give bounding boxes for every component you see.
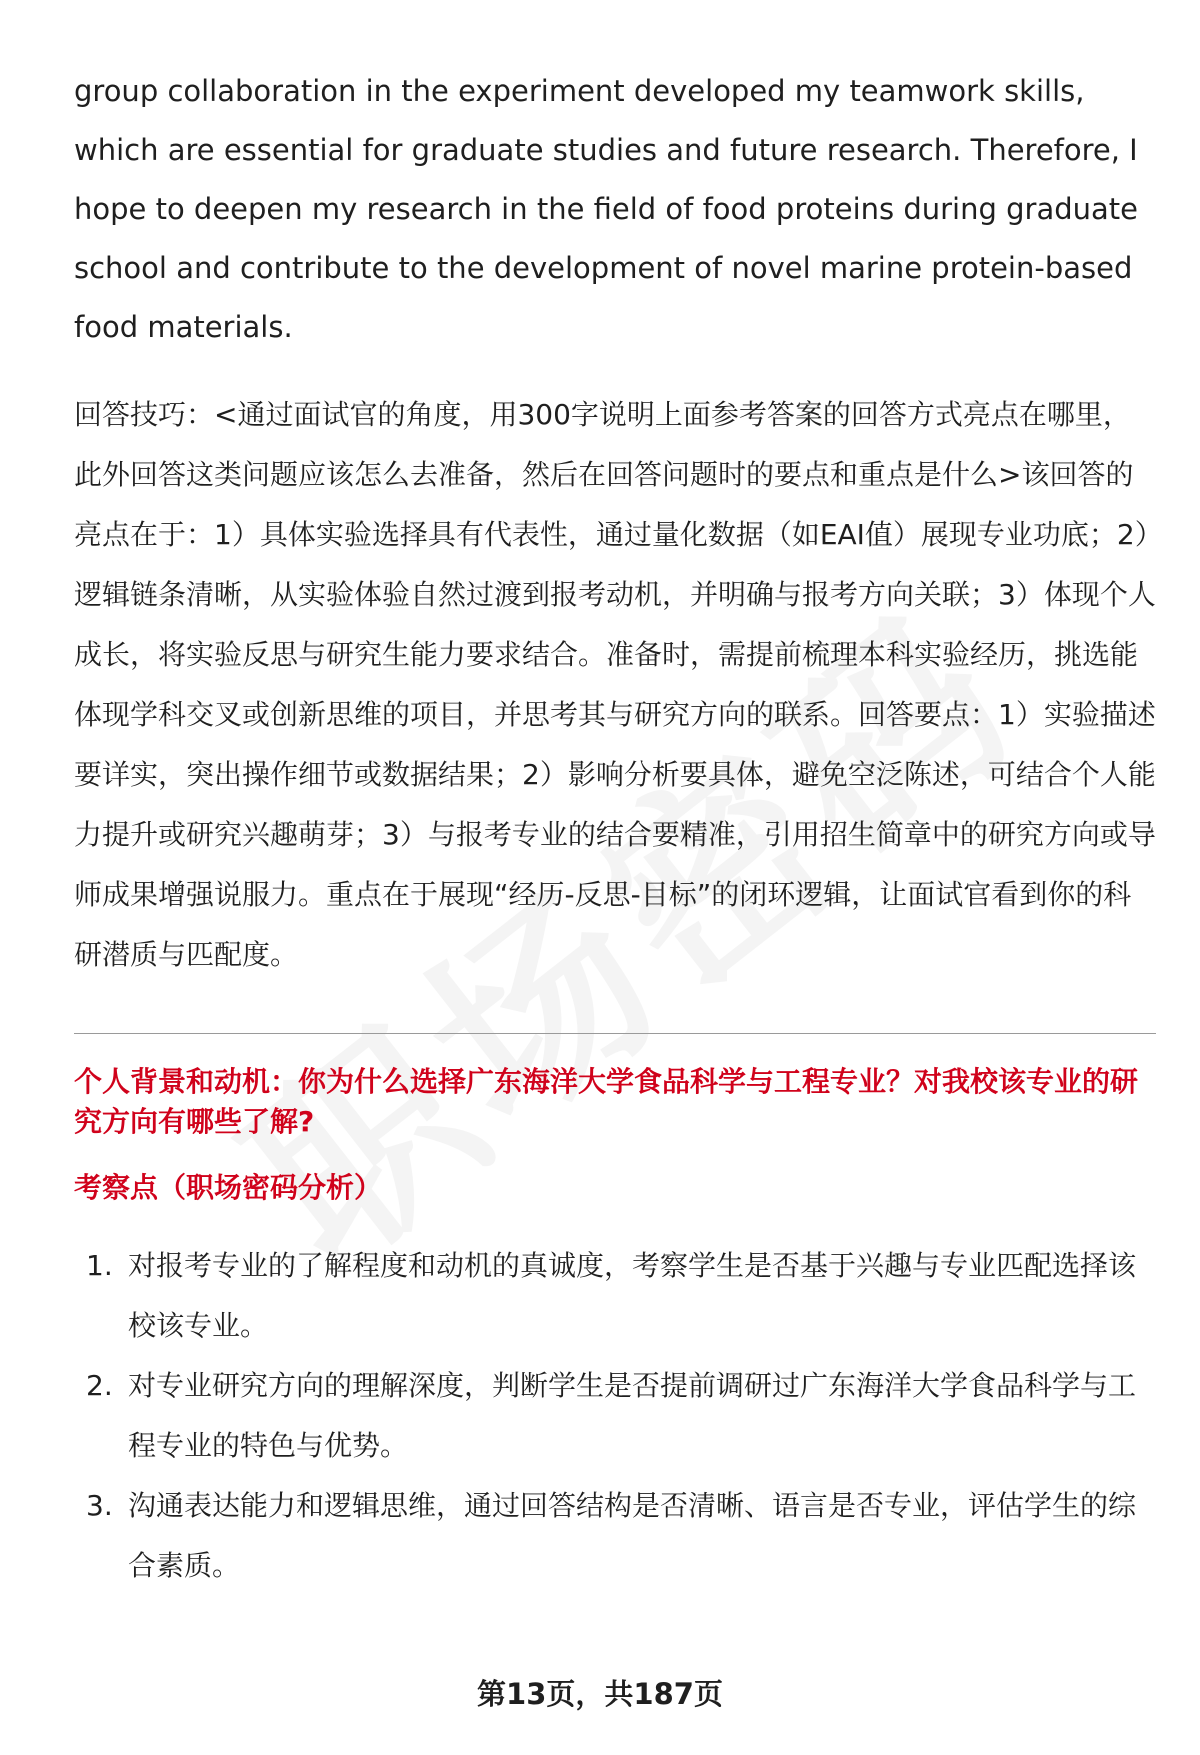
list-item-text: 对报考专业的了解程度和动机的真诚度，考察学生是否基于兴趣与专业匹配选择该校该专业。 (128, 1249, 1137, 1342)
section-divider (74, 1033, 1156, 1034)
list-item-number: 2. (86, 1369, 113, 1402)
answer-paragraph-continued: group collaboration in the experiment developed my teamwork skills, which are essential for graduate studies and future research. Therefore, I hope to deepen my research in the field of food proteins during graduate school and contribute to the development of novel marine protein-based food materials. (74, 74, 1138, 344)
list-item (74, 1476, 1156, 1596)
page-number-footer: 第13页，共187页 (477, 1677, 723, 1711)
list-item-text: 对专业研究方向的理解深度，判断学生是否提前调研过广东海洋大学食品科学与工程专业的特色与优势。 (128, 1369, 1137, 1462)
answer-tips-paragraph: 回答技巧：<通过面试官的角度，用300字说明上面参考答案的回答方式亮点在哪里，此外回答这类问题应该怎么去准备，然后在回答问题时的要点和重点是什么>该回答的亮点在于：1）具体实验选择具有代表性，通过量化数据（如EAI值）展现专业功底；2）逻辑链条清晰，从实验体验自然过渡到报考动机，并明确与报考方向关联；3）体现个人成长，将实验反思与研究生能力要求结合。准备时，需提前梳理本科实验经历，挑选能体现学科交叉或创新思维的项目，并思考其与研究方向的联系。回答要点：1）实验描述要详实，突出操作细节或数据结果；2）影响分析要具体，避免空泛陈述，可结合个人能力提升或研究兴趣萌芽；3）与报考专业的结合要精准，引用招生简章中的研究方向或导师成果增强说服力。重点在于展现“经历-反思-目标”的闭环逻辑，让面试官看到你的科研潜质与匹配度。 (74, 398, 1156, 971)
document-page (74, 62, 1156, 1596)
list-item (74, 1236, 1156, 1356)
assessment-points-list (74, 1236, 1156, 1596)
list-item (74, 1356, 1156, 1476)
assessment-points-heading: 考察点（职场密码分析） (74, 1171, 383, 1204)
list-item-number: 3. (86, 1489, 113, 1522)
list-item-text: 沟通表达能力和逻辑思维，通过回答结构是否清晰、语言是否专业，评估学生的综合素质。 (128, 1489, 1137, 1582)
question-heading: 个人背景和动机：你为什么选择广东海洋大学食品科学与工程专业？对我校该专业的研究方向有哪些了解? (74, 1065, 1139, 1138)
list-item-number: 1. (86, 1249, 113, 1282)
